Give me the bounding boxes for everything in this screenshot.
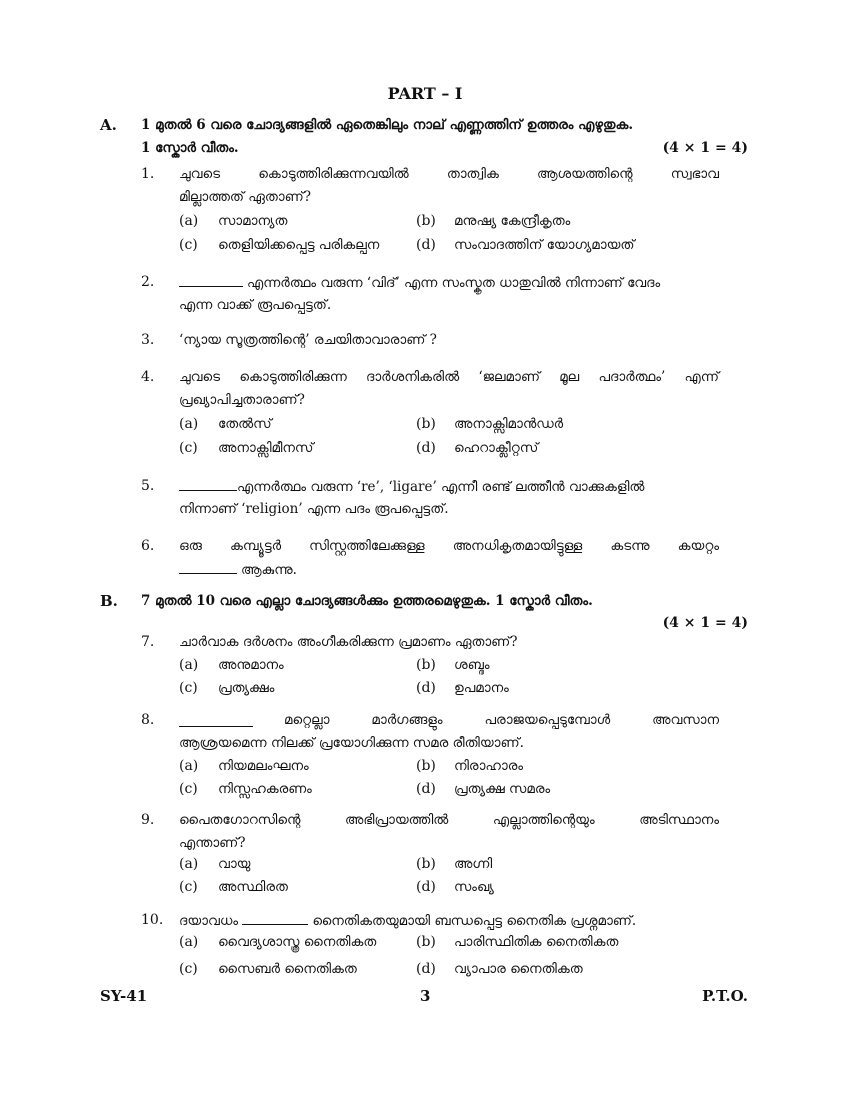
section-b-letter: B. <box>100 592 118 610</box>
option-label: (a) <box>179 416 199 432</box>
question-number: 2. <box>141 274 155 290</box>
option-label: (b) <box>416 416 436 432</box>
option-label: (b) <box>416 758 436 774</box>
question-text: ആകുന്നു. <box>179 561 297 578</box>
answer-blank[interactable] <box>179 714 253 727</box>
option-label: (d) <box>416 879 436 895</box>
option-label: (a) <box>179 758 199 774</box>
question-text: പൈതഗോറസിന്റെ അഭിപ്രായത്തിൽ എല്ലാത്തിന്റെയും അടിസ്ഥാനം <box>179 812 719 828</box>
question-text: ചുവടെ കൊടുത്തിരിക്കുന്ന ദാർശനികരിൽ ‘ജലമാണ് മൂല പദാർത്ഥം’ എന്ന് <box>179 369 719 385</box>
option-label: (c) <box>179 237 198 253</box>
pto-label: P.T.O. <box>702 987 748 1005</box>
option-text: വായു <box>218 856 251 872</box>
question-text: എന്ന വാക്ക് രൂപപ്പെട്ടത്. <box>179 297 332 313</box>
option-label: (b) <box>416 657 436 673</box>
option-text: ഉപമാനം <box>454 680 509 696</box>
option-text: അനുമാനം <box>218 657 284 673</box>
question-text: എന്നർത്ഥം വരുന്ന ‘വിദ്’ എന്ന സംസ്കൃത ധാതുവിൽ നിന്നാണ് വേദം <box>179 274 660 291</box>
question-text: എന്നർത്ഥം വരുന്ന ‘re’, ‘ligare’ എന്നീ രണ്ട് ലത്തീൻ വാക്കുകളിൽ <box>179 478 644 495</box>
question-text: ചാർവാക ദർശനം അംഗീകരിക്കുന്ന പ്രമാണം ഏതാണ്? <box>179 634 518 650</box>
question-text: ഒരു കമ്പ്യൂട്ടർ സിസ്റ്റത്തിലേക്കുള്ള അനധികൃതമായിട്ടുള്ള കടന്നു കയറ്റം <box>179 538 719 554</box>
section-a-score: 1 സ്കോർ വീതം. <box>141 140 239 156</box>
question-text: ആശ്രയമെന്ന നിലക്ക് പ്രയോഗിക്കുന്ന സമര രീതിയാണ്. <box>179 735 524 751</box>
option-text: തേൽസ് <box>218 416 272 432</box>
question-text: മില്ലാത്തത് ഏതാണ്? <box>179 189 311 205</box>
question-text: നിന്നാണ് ‘religion’ എന്ന പദം രൂപപ്പെട്ടത്. <box>179 501 449 517</box>
option-text: വ്യാപാര നൈതികത <box>454 961 583 977</box>
option-label: (d) <box>416 961 436 977</box>
question-text: മറ്റെല്ലാ മാർഗങ്ങളും പരാജയപ്പെടുമ്പോൾ അവസാന <box>284 712 719 728</box>
question-number: 3. <box>141 332 155 348</box>
answer-blank[interactable] <box>179 274 243 287</box>
option-label: (b) <box>416 934 436 950</box>
option-text: നിരാഹാരം <box>454 758 524 774</box>
option-label: (a) <box>179 213 199 229</box>
option-text: മനുഷ്യ കേന്ദ്രീകൃതം <box>454 213 571 229</box>
answer-blank[interactable] <box>179 478 237 491</box>
question-text: ചുവടെ കൊടുത്തിരിക്കുന്നവയിൽ താത്വിക ആശയത്തിന്റെ സ്വഭാവ <box>179 166 719 182</box>
option-text: പ്രത്യക്ഷം <box>218 680 275 696</box>
option-text: നിയമലംഘനം <box>218 758 309 774</box>
question-text: ദയാവധം നൈതികതയുമായി ബന്ധപ്പെട്ട നൈതിക പ്രശ്നമാണ്. <box>179 913 637 929</box>
question-number: 7. <box>141 634 155 650</box>
question-text: പ്രഖ്യാപിച്ചതാരാണ്? <box>179 392 305 408</box>
option-label: (c) <box>179 781 198 797</box>
question-text: എന്താണ്? <box>179 835 246 851</box>
option-text: സാമാന്യത <box>218 213 288 229</box>
option-label: (c) <box>179 440 198 456</box>
option-label: (a) <box>179 934 199 950</box>
section-a-letter: A. <box>100 116 117 134</box>
option-text: പ്രത്യക്ഷ സമരം <box>454 781 551 797</box>
option-text: വൈദ്യശാസ്ത്ര നൈതികത <box>218 934 377 950</box>
question-number: 1. <box>141 166 155 182</box>
option-text: അനാക്സിമീനസ് <box>218 440 314 456</box>
option-text: ഹെറാക്ലീറ്റസ് <box>454 440 539 456</box>
part-title: PART – I <box>387 84 463 103</box>
paper-code: SY-41 <box>100 987 148 1005</box>
option-text: അഗ്നി <box>454 856 493 872</box>
option-label: (a) <box>179 657 199 673</box>
section-b-marks: (4 × 1 = 4) <box>662 615 748 631</box>
option-label: (b) <box>416 856 436 872</box>
option-label: (c) <box>179 879 198 895</box>
answer-blank[interactable] <box>179 561 237 574</box>
question-number: 5. <box>141 478 155 494</box>
page-number: 3 <box>420 987 431 1005</box>
option-label: (c) <box>179 961 198 977</box>
question-number: 4. <box>141 369 155 385</box>
option-label: (d) <box>416 781 436 797</box>
answer-blank[interactable] <box>242 912 308 925</box>
option-text: അസ്ഥിരത <box>218 879 288 895</box>
option-text: സംഖ്യ <box>454 879 494 895</box>
option-text: നിസ്സഹകരണം <box>218 781 312 797</box>
option-text: തെളിയിക്കപ്പെട്ട പരികല്പന <box>218 237 380 253</box>
option-text: സംവാദത്തിന് യോഗ്യമായത് <box>454 237 635 253</box>
section-a-marks: (4 × 1 = 4) <box>662 140 748 156</box>
option-text: ശബ്ദം <box>454 657 490 673</box>
option-label: (a) <box>179 856 199 872</box>
option-label: (b) <box>416 213 436 229</box>
question-number: 8. <box>141 712 155 728</box>
question-number: 9. <box>141 812 155 828</box>
question-number: 10. <box>141 912 164 928</box>
option-text: പാരിസ്ഥിതിക നൈതികത <box>454 934 619 950</box>
section-a-instruction: 1 മുതൽ 6 വരെ ചോദ്യങ്ങളിൽ ഏതെങ്കിലും നാല് എണ്ണത്തിന് ഉത്തരം എഴുതുക. <box>141 117 634 133</box>
section-b-instruction: 7 മുതൽ 10 വരെ എല്ലാ ചോദ്യങ്ങൾക്കും ഉത്തരമെഴുതുക. 1 സ്കോർ വീതം. <box>141 593 593 609</box>
question-text: ‘ന്യായ സൂത്രത്തിന്റെ’ രചയിതാവാരാണ് ? <box>179 332 437 348</box>
option-label: (d) <box>416 237 436 253</box>
option-label: (c) <box>179 680 198 696</box>
question-number: 6. <box>141 538 155 554</box>
option-text: സൈബർ നൈതികത <box>218 961 357 977</box>
option-label: (d) <box>416 680 436 696</box>
option-label: (d) <box>416 440 436 456</box>
option-text: അനാക്സിമാൻഡർ <box>454 416 564 432</box>
